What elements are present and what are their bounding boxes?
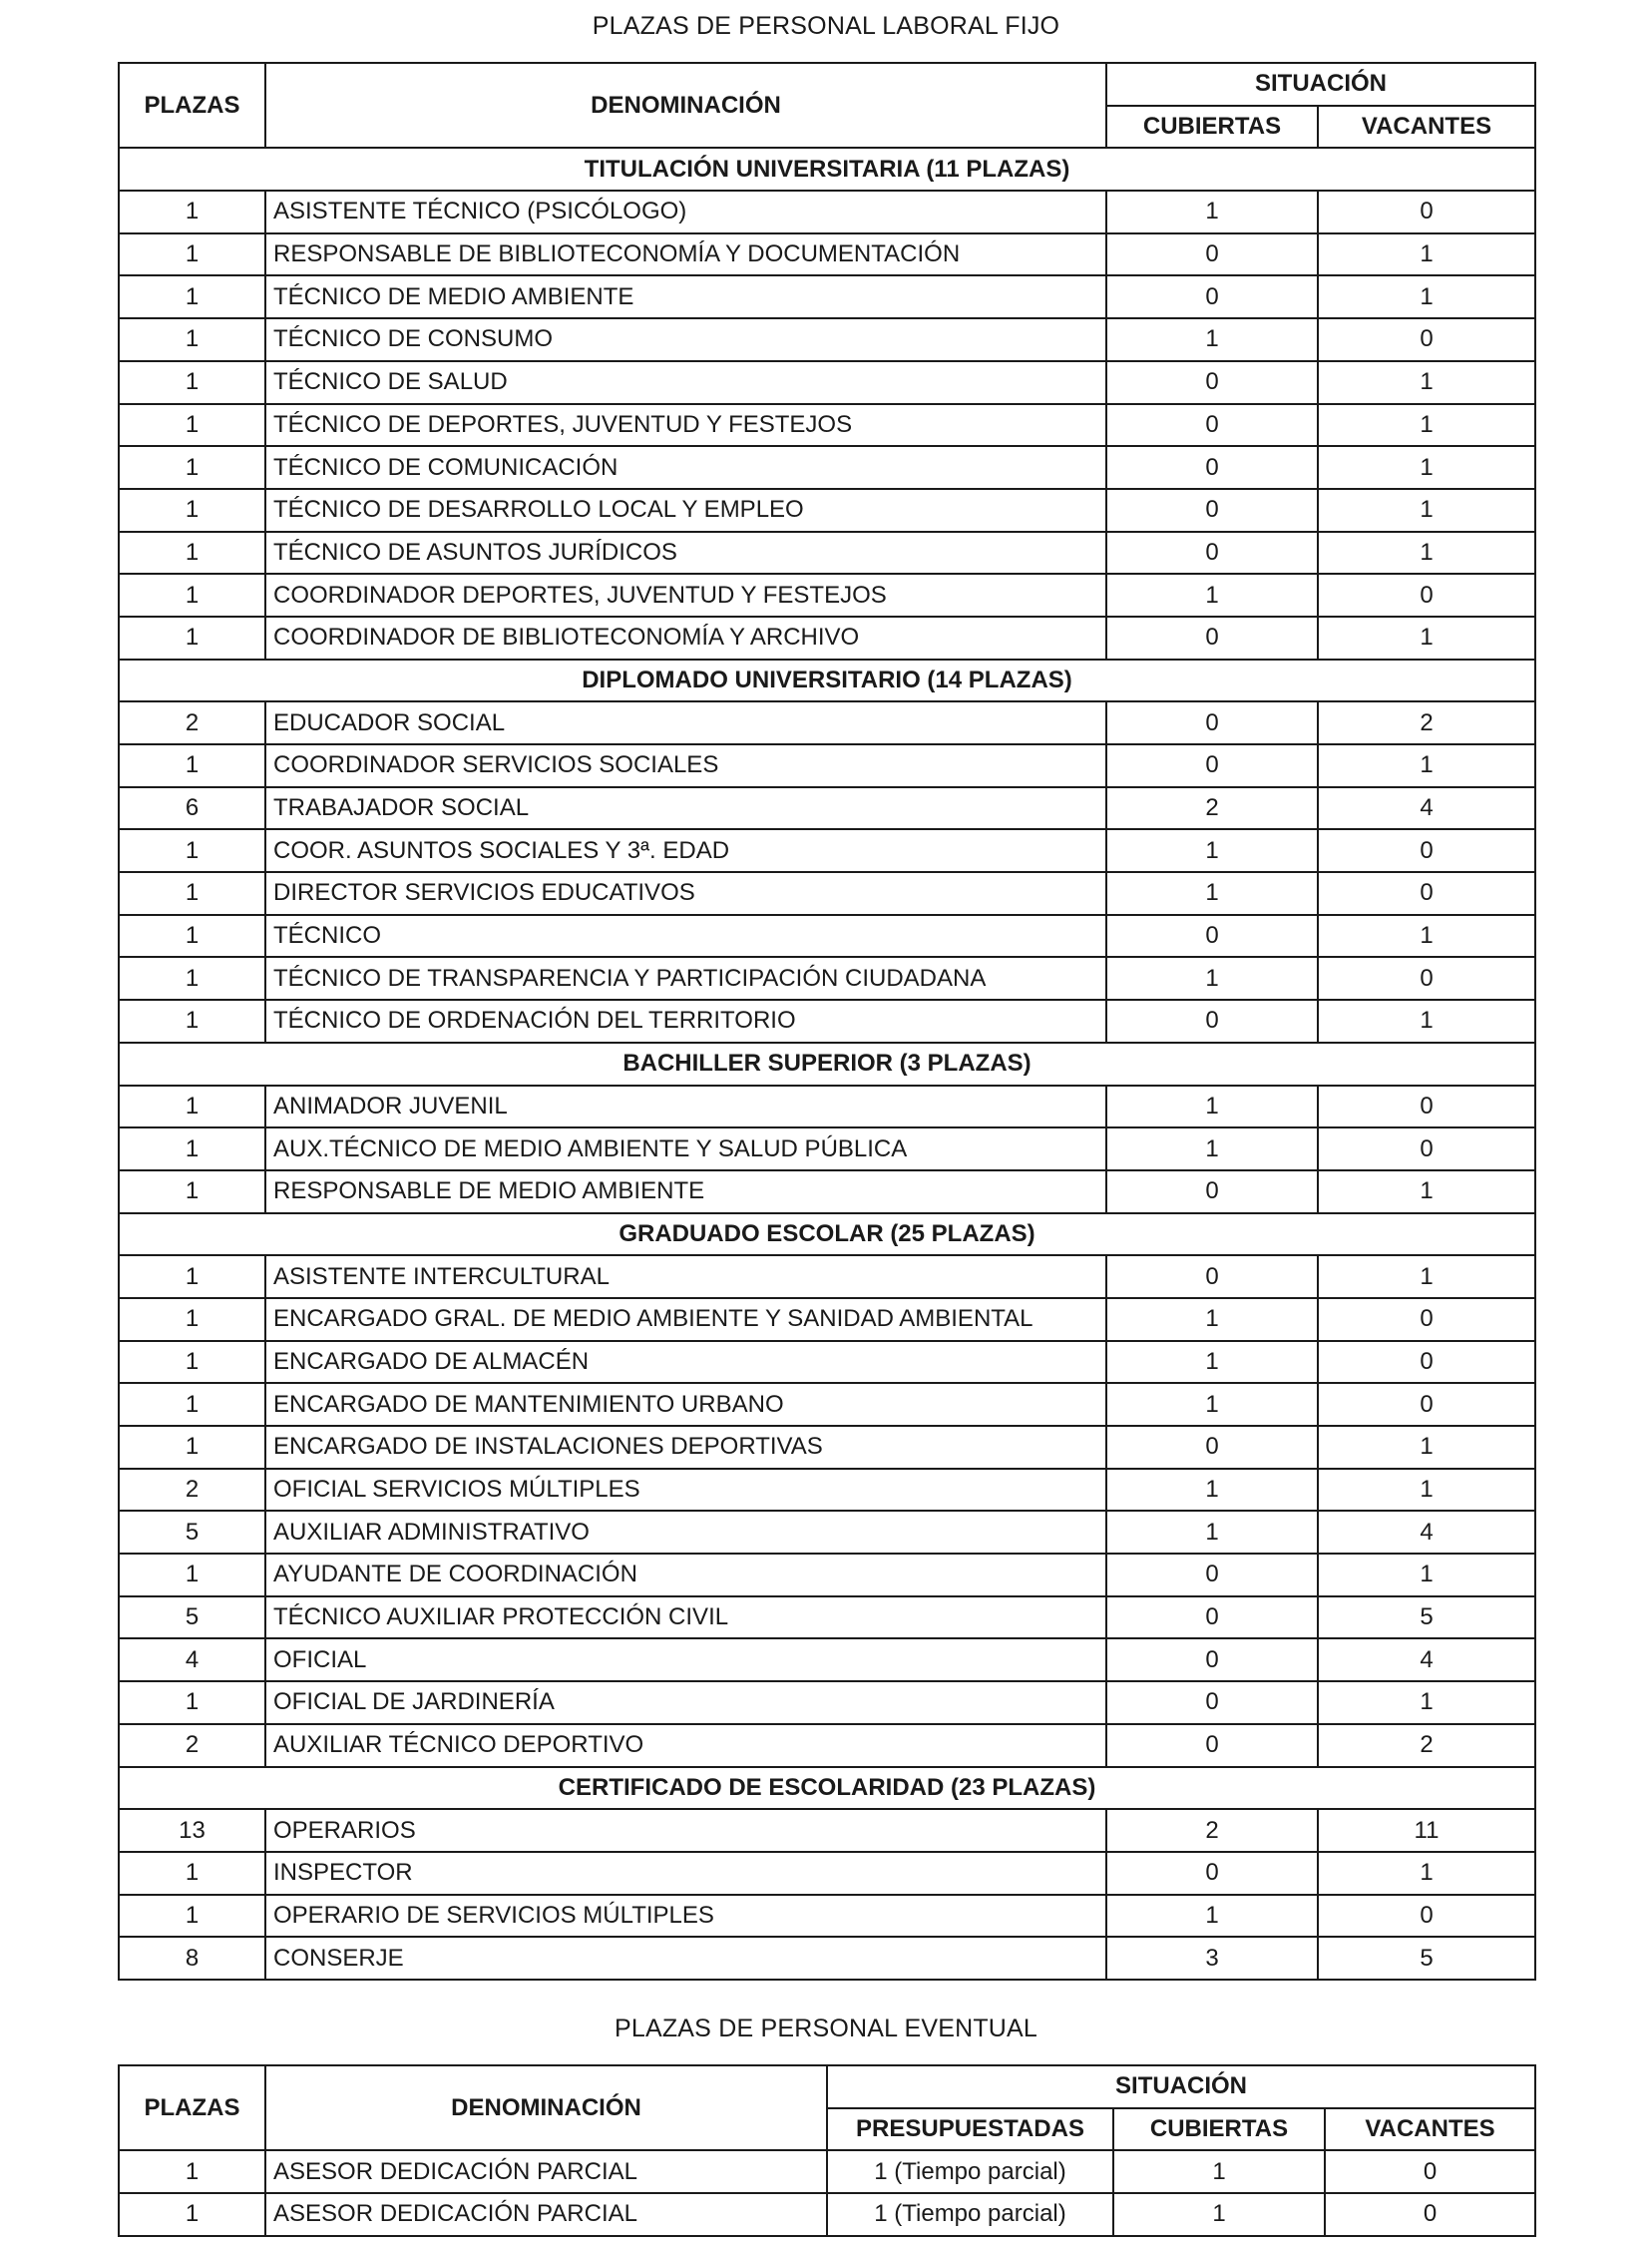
vacantes-cell: 0 <box>1318 574 1535 617</box>
vacantes-cell: 1 <box>1318 617 1535 660</box>
plazas-cell: 1 <box>119 275 265 318</box>
denominacion-cell: TÉCNICO DE MEDIO AMBIENTE <box>265 275 1106 318</box>
plazas-cell: 1 <box>119 318 265 361</box>
plazas-cell: 1 <box>119 489 265 532</box>
table-row <box>119 233 1535 276</box>
plazas-cell: 1 <box>119 361 265 404</box>
denominacion-cell: CONSERJE <box>265 1937 1106 1980</box>
denominacion-cell: ANIMADOR JUVENIL <box>265 1086 1106 1128</box>
cubiertas-cell: 0 <box>1106 1681 1318 1724</box>
header-cubiertas: CUBIERTAS <box>1113 2108 1325 2151</box>
cubiertas-cell: 1 <box>1106 318 1318 361</box>
denominacion-cell: OFICIAL SERVICIOS MÚLTIPLES <box>265 1469 1106 1512</box>
vacantes-cell: 0 <box>1318 318 1535 361</box>
denominacion-cell: TÉCNICO DE ORDENACIÓN DEL TERRITORIO <box>265 1000 1106 1043</box>
vacantes-cell: 11 <box>1318 1809 1535 1852</box>
denominacion-cell: OFICIAL DE JARDINERÍA <box>265 1681 1106 1724</box>
table-row <box>119 872 1535 915</box>
plazas-cell: 1 <box>119 404 265 447</box>
table-row <box>119 1170 1535 1213</box>
vacantes-cell: 5 <box>1318 1596 1535 1639</box>
table-row <box>119 1086 1535 1128</box>
cubiertas-cell: 1 <box>1113 2193 1325 2236</box>
vacantes-cell: 2 <box>1318 701 1535 744</box>
plazas-cell: 1 <box>119 1127 265 1170</box>
cubiertas-cell: 2 <box>1106 787 1318 830</box>
cubiertas-cell: 0 <box>1106 489 1318 532</box>
header-denominacion: DENOMINACIÓN <box>265 63 1106 148</box>
table-row <box>119 701 1535 744</box>
vacantes-cell: 1 <box>1318 1255 1535 1298</box>
vacantes-cell: 2 <box>1318 1724 1535 1767</box>
plazas-cell: 2 <box>119 701 265 744</box>
table-row <box>119 1937 1535 1980</box>
table-row <box>119 787 1535 830</box>
table-row <box>119 2193 1535 2236</box>
table-row <box>119 1000 1535 1043</box>
vacantes-cell: 0 <box>1318 1127 1535 1170</box>
denominacion-cell: ASISTENTE INTERCULTURAL <box>265 1255 1106 1298</box>
section-heading: GRADUADO ESCOLAR (25 PLAZAS) <box>119 1213 1535 1256</box>
header-vacantes: VACANTES <box>1325 2108 1535 2151</box>
plazas-cell: 2 <box>119 1724 265 1767</box>
cubiertas-cell: 1 <box>1106 574 1318 617</box>
vacantes-cell: 0 <box>1318 1895 1535 1938</box>
plazas-cell: 1 <box>119 1298 265 1341</box>
table-row <box>119 617 1535 660</box>
denominacion-cell: COORDINADOR DE BIBLIOTECONOMÍA Y ARCHIVO <box>265 617 1106 660</box>
cubiertas-cell: 1 <box>1106 1298 1318 1341</box>
plazas-cell: 1 <box>119 1554 265 1596</box>
presupuestadas-cell: 1 (Tiempo parcial) <box>827 2193 1113 2236</box>
section-heading-row <box>119 148 1535 191</box>
table-row <box>119 1469 1535 1512</box>
plazas-cell: 1 <box>119 191 265 233</box>
table-row <box>119 1681 1535 1724</box>
section-heading: BACHILLER SUPERIOR (3 PLAZAS) <box>119 1043 1535 1086</box>
section-heading-row <box>119 1767 1535 1810</box>
cubiertas-cell: 1 <box>1106 1086 1318 1128</box>
denominacion-cell: AUX.TÉCNICO DE MEDIO AMBIENTE Y SALUD PÚBLICA <box>265 1127 1106 1170</box>
plazas-cell: 1 <box>119 233 265 276</box>
plazas-cell: 8 <box>119 1937 265 1980</box>
denominacion-cell: OPERARIOS <box>265 1809 1106 1852</box>
cubiertas-cell: 0 <box>1106 617 1318 660</box>
cubiertas-cell: 1 <box>1113 2150 1325 2193</box>
table-row <box>119 1383 1535 1426</box>
vacantes-cell: 5 <box>1318 1937 1535 1980</box>
plazas-cell: 1 <box>119 1086 265 1128</box>
vacantes-cell: 1 <box>1318 532 1535 575</box>
denominacion-cell: AUXILIAR ADMINISTRATIVO <box>265 1511 1106 1554</box>
vacantes-cell: 4 <box>1318 787 1535 830</box>
table-row <box>119 1554 1535 1596</box>
table-row <box>119 1511 1535 1554</box>
plazas-cell: 1 <box>119 1895 265 1938</box>
table-row <box>119 404 1535 447</box>
denominacion-cell: COORDINADOR SERVICIOS SOCIALES <box>265 744 1106 787</box>
cubiertas-cell: 0 <box>1106 1554 1318 1596</box>
eventual-table-body <box>119 2150 1535 2235</box>
vacantes-cell: 1 <box>1318 446 1535 489</box>
vacantes-cell: 1 <box>1318 361 1535 404</box>
laboral-table-body <box>119 148 1535 1980</box>
denominacion-cell: AYUDANTE DE COORDINACIÓN <box>265 1554 1106 1596</box>
table-row <box>119 829 1535 872</box>
plazas-cell: 1 <box>119 1000 265 1043</box>
cubiertas-cell: 0 <box>1106 532 1318 575</box>
plazas-cell: 13 <box>119 1809 265 1852</box>
plazas-cell: 1 <box>119 2193 265 2236</box>
vacantes-cell: 1 <box>1318 1852 1535 1895</box>
vacantes-cell: 1 <box>1318 1469 1535 1512</box>
table-row <box>119 1341 1535 1384</box>
eventual-table <box>118 2064 1536 2237</box>
cubiertas-cell: 0 <box>1106 1596 1318 1639</box>
plazas-cell: 1 <box>119 829 265 872</box>
vacantes-cell: 1 <box>1318 915 1535 958</box>
vacantes-cell: 1 <box>1318 744 1535 787</box>
cubiertas-cell: 0 <box>1106 915 1318 958</box>
denominacion-cell: RESPONSABLE DE MEDIO AMBIENTE <box>265 1170 1106 1213</box>
denominacion-cell: TÉCNICO DE ASUNTOS JURÍDICOS <box>265 532 1106 575</box>
table-row <box>119 489 1535 532</box>
vacantes-cell: 0 <box>1318 872 1535 915</box>
cubiertas-cell: 0 <box>1106 1852 1318 1895</box>
vacantes-cell: 1 <box>1318 404 1535 447</box>
table-row <box>119 532 1535 575</box>
laboral-fijo-table <box>118 62 1536 1981</box>
plazas-cell: 5 <box>119 1511 265 1554</box>
plazas-cell: 1 <box>119 744 265 787</box>
plazas-cell: 1 <box>119 1341 265 1384</box>
plazas-cell: 1 <box>119 617 265 660</box>
cubiertas-cell: 0 <box>1106 701 1318 744</box>
table-row <box>119 2150 1535 2193</box>
cubiertas-cell: 2 <box>1106 1809 1318 1852</box>
plazas-cell: 1 <box>119 446 265 489</box>
section-heading: DIPLOMADO UNIVERSITARIO (14 PLAZAS) <box>119 660 1535 702</box>
table-row <box>119 1255 1535 1298</box>
denominacion-cell: TRABAJADOR SOCIAL <box>265 787 1106 830</box>
table-row <box>119 1895 1535 1938</box>
cubiertas-cell: 1 <box>1106 829 1318 872</box>
table-row <box>119 1127 1535 1170</box>
vacantes-cell: 1 <box>1318 1681 1535 1724</box>
plazas-cell: 1 <box>119 1255 265 1298</box>
cubiertas-cell: 0 <box>1106 361 1318 404</box>
plazas-cell: 1 <box>119 532 265 575</box>
vacantes-cell: 0 <box>1318 1341 1535 1384</box>
section-heading: TITULACIÓN UNIVERSITARIA (11 PLAZAS) <box>119 148 1535 191</box>
plazas-cell: 1 <box>119 1852 265 1895</box>
table-row <box>119 1852 1535 1895</box>
table-row <box>119 1298 1535 1341</box>
cubiertas-cell: 1 <box>1106 191 1318 233</box>
cubiertas-cell: 0 <box>1106 233 1318 276</box>
cubiertas-cell: 3 <box>1106 1937 1318 1980</box>
table-row <box>119 275 1535 318</box>
vacantes-cell: 4 <box>1318 1511 1535 1554</box>
denominacion-cell: TÉCNICO AUXILIAR PROTECCIÓN CIVIL <box>265 1596 1106 1639</box>
section-heading-row <box>119 660 1535 702</box>
plazas-cell: 2 <box>119 1469 265 1512</box>
cubiertas-cell: 1 <box>1106 1383 1318 1426</box>
denominacion-cell: TÉCNICO DE DESARROLLO LOCAL Y EMPLEO <box>265 489 1106 532</box>
denominacion-cell: AUXILIAR TÉCNICO DEPORTIVO <box>265 1724 1106 1767</box>
cubiertas-cell: 1 <box>1106 1895 1318 1938</box>
denominacion-cell: RESPONSABLE DE BIBLIOTECONOMÍA Y DOCUMENTACIÓN <box>265 233 1106 276</box>
table-row <box>119 318 1535 361</box>
denominacion-cell: DIRECTOR SERVICIOS EDUCATIVOS <box>265 872 1106 915</box>
table-row <box>119 915 1535 958</box>
header-denominacion: DENOMINACIÓN <box>265 2065 827 2150</box>
vacantes-cell: 0 <box>1318 1086 1535 1128</box>
table-row <box>119 574 1535 617</box>
plazas-cell: 1 <box>119 1170 265 1213</box>
cubiertas-cell: 0 <box>1106 275 1318 318</box>
denominacion-cell: ASISTENTE TÉCNICO (PSICÓLOGO) <box>265 191 1106 233</box>
table-row <box>119 191 1535 233</box>
table-row <box>119 1724 1535 1767</box>
cubiertas-cell: 0 <box>1106 744 1318 787</box>
table-row <box>119 1596 1535 1639</box>
denominacion-cell: ASESOR DEDICACIÓN PARCIAL <box>265 2193 827 2236</box>
header-presupuestadas: PRESUPUESTADAS <box>827 2108 1113 2151</box>
cubiertas-cell: 1 <box>1106 957 1318 1000</box>
vacantes-cell: 0 <box>1318 1383 1535 1426</box>
vacantes-cell: 0 <box>1318 1298 1535 1341</box>
vacantes-cell: 0 <box>1325 2150 1535 2193</box>
cubiertas-cell: 1 <box>1106 1511 1318 1554</box>
laboral-table-title: PLAZAS DE PERSONAL LABORAL FIJO <box>592 12 1060 40</box>
denominacion-cell: ASESOR DEDICACIÓN PARCIAL <box>265 2150 827 2193</box>
plazas-cell: 1 <box>119 915 265 958</box>
plazas-cell: 1 <box>119 957 265 1000</box>
table-row <box>119 957 1535 1000</box>
cubiertas-cell: 1 <box>1106 872 1318 915</box>
denominacion-cell: TÉCNICO DE COMUNICACIÓN <box>265 446 1106 489</box>
plazas-cell: 6 <box>119 787 265 830</box>
denominacion-cell: TÉCNICO DE TRANSPARENCIA Y PARTICIPACIÓN CIUDADANA <box>265 957 1106 1000</box>
cubiertas-cell: 1 <box>1106 1341 1318 1384</box>
eventual-table-title: PLAZAS DE PERSONAL EVENTUAL <box>614 2015 1038 2042</box>
plazas-cell: 4 <box>119 1638 265 1681</box>
presupuestadas-cell: 1 (Tiempo parcial) <box>827 2150 1113 2193</box>
cubiertas-cell: 1 <box>1106 1469 1318 1512</box>
header-situacion: SITUACIÓN <box>1106 63 1535 106</box>
vacantes-cell: 0 <box>1318 191 1535 233</box>
plazas-cell: 1 <box>119 872 265 915</box>
denominacion-cell: ENCARGADO DE ALMACÉN <box>265 1341 1106 1384</box>
cubiertas-cell: 0 <box>1106 446 1318 489</box>
header-plazas: PLAZAS <box>119 2065 265 2150</box>
section-heading-row <box>119 1213 1535 1256</box>
vacantes-cell: 0 <box>1325 2193 1535 2236</box>
header-situacion: SITUACIÓN <box>827 2065 1535 2108</box>
plazas-cell: 1 <box>119 574 265 617</box>
header-plazas: PLAZAS <box>119 63 265 148</box>
section-heading: CERTIFICADO DE ESCOLARIDAD (23 PLAZAS) <box>119 1767 1535 1810</box>
denominacion-cell: ENCARGADO DE MANTENIMIENTO URBANO <box>265 1383 1106 1426</box>
vacantes-cell: 1 <box>1318 1554 1535 1596</box>
cubiertas-cell: 0 <box>1106 1638 1318 1681</box>
vacantes-cell: 1 <box>1318 1426 1535 1469</box>
denominacion-cell: OPERARIO DE SERVICIOS MÚLTIPLES <box>265 1895 1106 1938</box>
vacantes-cell: 0 <box>1318 957 1535 1000</box>
header-vacantes: VACANTES <box>1318 106 1535 149</box>
table-row <box>119 446 1535 489</box>
cubiertas-cell: 0 <box>1106 404 1318 447</box>
table-row <box>119 1426 1535 1469</box>
cubiertas-cell: 0 <box>1106 1000 1318 1043</box>
denominacion-cell: COOR. ASUNTOS SOCIALES Y 3ª. EDAD <box>265 829 1106 872</box>
denominacion-cell: TÉCNICO DE SALUD <box>265 361 1106 404</box>
denominacion-cell: ENCARGADO DE INSTALACIONES DEPORTIVAS <box>265 1426 1106 1469</box>
vacantes-cell: 1 <box>1318 233 1535 276</box>
table-row <box>119 1809 1535 1852</box>
section-heading-row <box>119 1043 1535 1086</box>
denominacion-cell: OFICIAL <box>265 1638 1106 1681</box>
cubiertas-cell: 0 <box>1106 1170 1318 1213</box>
denominacion-cell: COORDINADOR DEPORTES, JUVENTUD Y FESTEJOS <box>265 574 1106 617</box>
denominacion-cell: TÉCNICO DE DEPORTES, JUVENTUD Y FESTEJOS <box>265 404 1106 447</box>
table-row <box>119 744 1535 787</box>
vacantes-cell: 4 <box>1318 1638 1535 1681</box>
denominacion-cell: INSPECTOR <box>265 1852 1106 1895</box>
denominacion-cell: ENCARGADO GRAL. DE MEDIO AMBIENTE Y SANIDAD AMBIENTAL <box>265 1298 1106 1341</box>
plazas-cell: 5 <box>119 1596 265 1639</box>
cubiertas-cell: 0 <box>1106 1724 1318 1767</box>
denominacion-cell: TÉCNICO <box>265 915 1106 958</box>
table-row <box>119 361 1535 404</box>
plazas-cell: 1 <box>119 1426 265 1469</box>
vacantes-cell: 1 <box>1318 489 1535 532</box>
vacantes-cell: 1 <box>1318 1000 1535 1043</box>
cubiertas-cell: 0 <box>1106 1426 1318 1469</box>
header-cubiertas: CUBIERTAS <box>1106 106 1318 149</box>
vacantes-cell: 1 <box>1318 275 1535 318</box>
vacantes-cell: 1 <box>1318 1170 1535 1213</box>
plazas-cell: 1 <box>119 1681 265 1724</box>
plazas-cell: 1 <box>119 2150 265 2193</box>
cubiertas-cell: 0 <box>1106 1255 1318 1298</box>
cubiertas-cell: 1 <box>1106 1127 1318 1170</box>
denominacion-cell: TÉCNICO DE CONSUMO <box>265 318 1106 361</box>
table-row <box>119 1638 1535 1681</box>
vacantes-cell: 0 <box>1318 829 1535 872</box>
plazas-cell: 1 <box>119 1383 265 1426</box>
denominacion-cell: EDUCADOR SOCIAL <box>265 701 1106 744</box>
